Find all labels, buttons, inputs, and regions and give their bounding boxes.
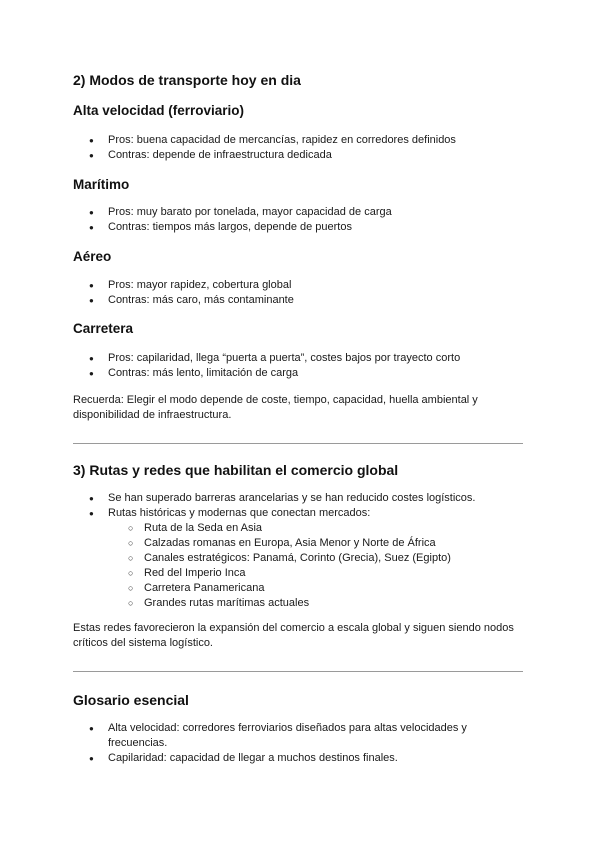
section-3-title: 3) Rutas y redes que habilitan el comercio global	[73, 462, 399, 478]
list-maritimo	[73, 205, 533, 235]
list-item: ● Rutas históricas y modernas que conectan mercados:	[73, 506, 533, 521]
list-glossary	[73, 721, 493, 766]
list-item: ○ Red del Imperio Inca	[73, 566, 533, 581]
list-item: ● Contras: tiempos más largos, depende de puertos	[73, 220, 533, 235]
list-item: ○ Ruta de la Seda en Asia	[73, 521, 533, 536]
list-item: ● Capilaridad: capacidad de llegar a muchos destinos finales.	[73, 751, 493, 766]
list-carretera	[73, 351, 533, 381]
list-item: ● Se han superado barreras arancelarias y se han reducido costes logísticos.	[73, 491, 533, 506]
heading-maritimo: Marítimo	[73, 177, 130, 192]
glossary-title: Glosario esencial	[73, 692, 189, 708]
list-item: ● Contras: más caro, más contaminante	[73, 293, 533, 308]
heading-carretera: Carretera	[73, 321, 134, 336]
list-item: ● Contras: depende de infraestructura dedicada	[73, 148, 533, 163]
section-2-title: 2) Modos de transporte hoy en dia	[73, 72, 301, 88]
list-item: ● Pros: capilaridad, llega “puerta a puerta”, costes bajos por trayecto corto	[73, 351, 533, 366]
list-item: ● Contras: más lento, limitación de carga	[73, 366, 533, 381]
list-item: ○ Calzadas romanas en Europa, Asia Menor y Norte de África	[73, 536, 533, 551]
list-item: ○ Carretera Panamericana	[73, 581, 533, 596]
section-divider	[73, 671, 523, 672]
heading-alta-velocidad: Alta velocidad (ferroviario)	[73, 103, 245, 118]
list-routes	[73, 521, 533, 611]
list-item: ● Pros: muy barato por tonelada, mayor capacidad de carga	[73, 205, 533, 220]
list-item: ● Pros: mayor rapidez, cobertura global	[73, 278, 533, 293]
list-item: ● Alta velocidad: corredores ferroviarios diseñados para altas velocidades y frecuencias.	[73, 721, 493, 751]
section-divider	[73, 443, 523, 444]
list-item: ○ Grandes rutas marítimas actuales	[73, 596, 533, 611]
closing-paragraph: Estas redes favorecieron la expansión del comercio a escala global y siguen siendo nodos críticos del sistema logístico.	[73, 622, 514, 649]
list-item: ● Pros: buena capacidad de mercancías, rapidez en corredores definidos	[73, 133, 533, 148]
list-item: ○ Canales estratégicos: Panamá, Corinto (Grecia), Suez (Egipto)	[73, 551, 533, 566]
list-rutas	[73, 491, 533, 521]
recuerda-note: Recuerda: Elegir el modo depende de coste, tiempo, capacidad, huella ambiental y disponibilidad de infraestructura.	[73, 394, 478, 421]
heading-aereo: Aéreo	[73, 249, 112, 264]
list-alta-velocidad	[73, 133, 533, 163]
list-aereo	[73, 278, 533, 308]
